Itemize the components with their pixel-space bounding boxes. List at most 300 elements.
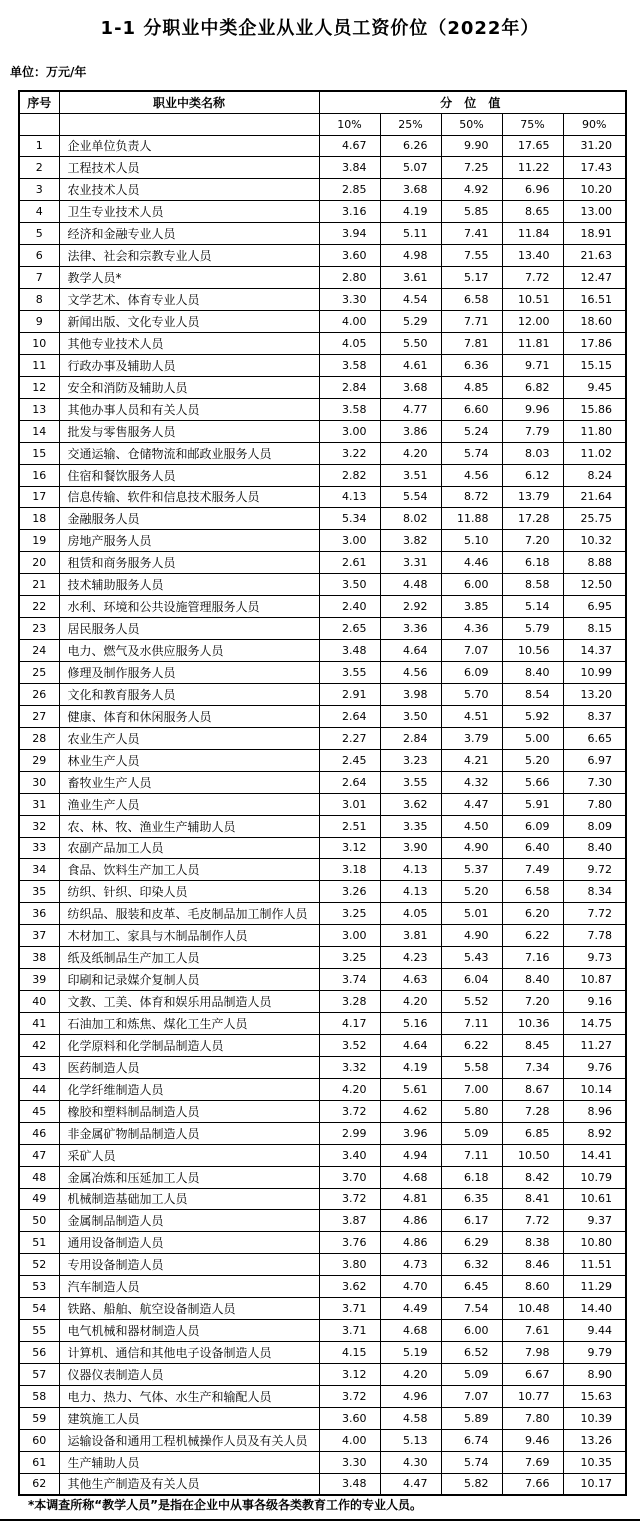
row-percentile-value: 6.00 xyxy=(441,1320,502,1342)
row-percentile-value: 3.26 xyxy=(319,881,380,903)
row-percentile-value: 3.12 xyxy=(319,1364,380,1386)
row-occupation-name: 住宿和餐饮服务人员 xyxy=(59,464,319,486)
row-percentile-value: 17.43 xyxy=(563,157,626,179)
wage-table-body xyxy=(19,135,626,1495)
row-percentile-value: 14.41 xyxy=(563,1144,626,1166)
row-percentile-value: 8.46 xyxy=(502,1254,563,1276)
row-occupation-name: 技术辅助服务人员 xyxy=(59,574,319,596)
row-percentile-value: 3.76 xyxy=(319,1232,380,1254)
row-percentile-value: 4.67 xyxy=(319,135,380,157)
row-percentile-value: 6.00 xyxy=(441,574,502,596)
row-percentile-value: 9.79 xyxy=(563,1342,626,1364)
row-percentile-value: 9.44 xyxy=(563,1320,626,1342)
row-percentile-value: 5.14 xyxy=(502,596,563,618)
row-percentile-value: 10.79 xyxy=(563,1166,626,1188)
table-row xyxy=(19,552,626,574)
row-serial: 58 xyxy=(19,1385,59,1407)
row-serial: 11 xyxy=(19,354,59,376)
table-row xyxy=(19,881,626,903)
table-row xyxy=(19,1166,626,1188)
row-percentile-value: 3.81 xyxy=(380,925,441,947)
bottom-rule xyxy=(0,1519,640,1521)
row-percentile-value: 3.60 xyxy=(319,1407,380,1429)
row-percentile-value: 8.42 xyxy=(502,1166,563,1188)
header-row-2 xyxy=(19,113,626,135)
row-percentile-value: 3.61 xyxy=(380,267,441,289)
row-percentile-value: 4.30 xyxy=(380,1451,441,1473)
row-percentile-value: 18.91 xyxy=(563,223,626,245)
table-row xyxy=(19,640,626,662)
row-occupation-name: 电力、燃气及水供应服务人员 xyxy=(59,640,319,662)
row-percentile-value: 7.28 xyxy=(502,1100,563,1122)
row-percentile-value: 3.62 xyxy=(380,793,441,815)
row-percentile-value: 10.39 xyxy=(563,1407,626,1429)
row-percentile-value: 6.04 xyxy=(441,969,502,991)
row-occupation-name: 农业生产人员 xyxy=(59,727,319,749)
row-percentile-value: 4.90 xyxy=(441,837,502,859)
row-percentile-value: 6.09 xyxy=(441,662,502,684)
row-serial: 3 xyxy=(19,179,59,201)
row-percentile-value: 17.65 xyxy=(502,135,563,157)
row-occupation-name: 石油加工和炼焦、煤化工生产人员 xyxy=(59,1013,319,1035)
row-percentile-value: 8.88 xyxy=(563,552,626,574)
row-percentile-value: 7.71 xyxy=(441,311,502,333)
row-percentile-value: 2.85 xyxy=(319,179,380,201)
row-percentile-value: 5.85 xyxy=(441,201,502,223)
row-percentile-value: 17.28 xyxy=(502,508,563,530)
row-percentile-value: 3.94 xyxy=(319,223,380,245)
row-percentile-value: 3.71 xyxy=(319,1298,380,1320)
row-percentile-value: 3.82 xyxy=(380,530,441,552)
row-percentile-value: 7.11 xyxy=(441,1013,502,1035)
row-serial: 34 xyxy=(19,859,59,881)
header-percentile-90: 90% xyxy=(563,113,626,135)
table-row xyxy=(19,1342,626,1364)
row-percentile-value: 8.65 xyxy=(502,201,563,223)
row-percentile-value: 6.09 xyxy=(502,815,563,837)
row-percentile-value: 3.31 xyxy=(380,552,441,574)
row-percentile-value: 5.07 xyxy=(380,157,441,179)
row-serial: 44 xyxy=(19,1078,59,1100)
row-percentile-value: 7.30 xyxy=(563,771,626,793)
row-percentile-value: 6.85 xyxy=(502,1122,563,1144)
row-percentile-value: 8.96 xyxy=(563,1100,626,1122)
row-occupation-name: 健康、体育和休闲服务人员 xyxy=(59,705,319,727)
row-percentile-value: 7.54 xyxy=(441,1298,502,1320)
row-serial: 9 xyxy=(19,311,59,333)
row-percentile-value: 2.51 xyxy=(319,815,380,837)
row-occupation-name: 其他生产制造及有关人员 xyxy=(59,1473,319,1495)
row-percentile-value: 3.70 xyxy=(319,1166,380,1188)
row-serial: 56 xyxy=(19,1342,59,1364)
row-percentile-value: 11.51 xyxy=(563,1254,626,1276)
row-percentile-value: 3.58 xyxy=(319,354,380,376)
row-occupation-name: 居民服务人员 xyxy=(59,618,319,640)
row-percentile-value: 9.96 xyxy=(502,398,563,420)
row-percentile-value: 5.89 xyxy=(441,1407,502,1429)
row-occupation-name: 食品、饮料生产加工人员 xyxy=(59,859,319,881)
row-percentile-value: 8.37 xyxy=(563,705,626,727)
row-serial: 30 xyxy=(19,771,59,793)
row-percentile-value: 8.40 xyxy=(563,837,626,859)
row-percentile-value: 4.56 xyxy=(380,662,441,684)
row-percentile-value: 2.82 xyxy=(319,464,380,486)
row-percentile-value: 10.32 xyxy=(563,530,626,552)
table-row xyxy=(19,508,626,530)
row-occupation-name: 安全和消防及辅助人员 xyxy=(59,376,319,398)
row-percentile-value: 7.25 xyxy=(441,157,502,179)
row-percentile-value: 5.20 xyxy=(441,881,502,903)
row-percentile-value: 7.20 xyxy=(502,991,563,1013)
row-percentile-value: 7.80 xyxy=(502,1407,563,1429)
row-percentile-value: 13.20 xyxy=(563,683,626,705)
row-occupation-name: 纺织品、服装和皮革、毛皮制品加工制作人员 xyxy=(59,903,319,925)
row-percentile-value: 4.05 xyxy=(319,332,380,354)
row-percentile-value: 5.34 xyxy=(319,508,380,530)
row-percentile-value: 4.15 xyxy=(319,1342,380,1364)
row-serial: 41 xyxy=(19,1013,59,1035)
row-percentile-value: 3.68 xyxy=(380,179,441,201)
row-percentile-value: 7.00 xyxy=(441,1078,502,1100)
row-occupation-name: 纸及纸制品生产加工人员 xyxy=(59,947,319,969)
row-percentile-value: 3.72 xyxy=(319,1100,380,1122)
table-row xyxy=(19,815,626,837)
row-serial: 2 xyxy=(19,157,59,179)
row-percentile-value: 9.76 xyxy=(563,1056,626,1078)
row-percentile-value: 7.11 xyxy=(441,1144,502,1166)
row-occupation-name: 农业技术人员 xyxy=(59,179,319,201)
row-percentile-value: 8.67 xyxy=(502,1078,563,1100)
row-percentile-value: 16.51 xyxy=(563,289,626,311)
row-percentile-value: 3.00 xyxy=(319,925,380,947)
row-percentile-value: 17.86 xyxy=(563,332,626,354)
row-percentile-value: 15.15 xyxy=(563,354,626,376)
table-row xyxy=(19,749,626,771)
row-serial: 15 xyxy=(19,442,59,464)
row-percentile-value: 6.12 xyxy=(502,464,563,486)
row-occupation-name: 文学艺术、体育专业人员 xyxy=(59,289,319,311)
table-row xyxy=(19,991,626,1013)
row-percentile-value: 7.20 xyxy=(502,530,563,552)
row-percentile-value: 4.36 xyxy=(441,618,502,640)
row-percentile-value: 8.40 xyxy=(502,662,563,684)
row-occupation-name: 电力、热力、气体、水生产和输配人员 xyxy=(59,1385,319,1407)
table-row xyxy=(19,289,626,311)
row-percentile-value: 5.70 xyxy=(441,683,502,705)
row-percentile-value: 9.73 xyxy=(563,947,626,969)
header-occupation-empty xyxy=(59,113,319,135)
row-percentile-value: 4.51 xyxy=(441,705,502,727)
row-percentile-value: 8.40 xyxy=(502,969,563,991)
row-percentile-value: 10.20 xyxy=(563,179,626,201)
row-serial: 20 xyxy=(19,552,59,574)
row-percentile-value: 7.80 xyxy=(563,793,626,815)
row-percentile-value: 9.90 xyxy=(441,135,502,157)
row-percentile-value: 3.72 xyxy=(319,1385,380,1407)
row-percentile-value: 7.72 xyxy=(502,267,563,289)
row-percentile-value: 4.00 xyxy=(319,311,380,333)
row-occupation-name: 铁路、船舶、航空设备制造人员 xyxy=(59,1298,319,1320)
row-percentile-value: 5.74 xyxy=(441,442,502,464)
table-row xyxy=(19,398,626,420)
row-percentile-value: 4.81 xyxy=(380,1188,441,1210)
row-percentile-value: 21.63 xyxy=(563,245,626,267)
row-occupation-name: 电气机械和器材制造人员 xyxy=(59,1320,319,1342)
row-percentile-value: 2.80 xyxy=(319,267,380,289)
table-row xyxy=(19,1451,626,1473)
row-percentile-value: 5.09 xyxy=(441,1122,502,1144)
wage-table-header xyxy=(19,91,626,135)
table-row xyxy=(19,1056,626,1078)
row-percentile-value: 2.84 xyxy=(380,727,441,749)
row-percentile-value: 4.19 xyxy=(380,201,441,223)
row-occupation-name: 橡胶和塑料制品制造人员 xyxy=(59,1100,319,1122)
row-occupation-name: 新闻出版、文化专业人员 xyxy=(59,311,319,333)
row-percentile-value: 4.56 xyxy=(441,464,502,486)
row-serial: 32 xyxy=(19,815,59,837)
row-percentile-value: 2.40 xyxy=(319,596,380,618)
row-percentile-value: 10.87 xyxy=(563,969,626,991)
row-percentile-value: 4.46 xyxy=(441,552,502,574)
row-percentile-value: 3.86 xyxy=(380,420,441,442)
header-percentile-group: 分 位 值 xyxy=(319,91,626,113)
row-percentile-value: 6.36 xyxy=(441,354,502,376)
row-percentile-value: 5.66 xyxy=(502,771,563,793)
row-percentile-value: 4.94 xyxy=(380,1144,441,1166)
row-percentile-value: 6.74 xyxy=(441,1429,502,1451)
table-row xyxy=(19,793,626,815)
row-percentile-value: 2.64 xyxy=(319,705,380,727)
row-percentile-value: 3.60 xyxy=(319,245,380,267)
row-percentile-value: 2.45 xyxy=(319,749,380,771)
row-serial: 55 xyxy=(19,1320,59,1342)
row-percentile-value: 5.50 xyxy=(380,332,441,354)
row-percentile-value: 3.90 xyxy=(380,837,441,859)
row-percentile-value: 8.24 xyxy=(563,464,626,486)
header-percentile-50: 50% xyxy=(441,113,502,135)
row-serial: 27 xyxy=(19,705,59,727)
row-serial: 54 xyxy=(19,1298,59,1320)
row-percentile-value: 3.30 xyxy=(319,1451,380,1473)
row-percentile-value: 5.17 xyxy=(441,267,502,289)
row-percentile-value: 3.12 xyxy=(319,837,380,859)
row-percentile-value: 6.40 xyxy=(502,837,563,859)
row-occupation-name: 畜牧业生产人员 xyxy=(59,771,319,793)
row-percentile-value: 3.40 xyxy=(319,1144,380,1166)
row-percentile-value: 3.50 xyxy=(319,574,380,596)
row-percentile-value: 31.20 xyxy=(563,135,626,157)
table-row xyxy=(19,376,626,398)
row-percentile-value: 5.09 xyxy=(441,1364,502,1386)
row-percentile-value: 5.92 xyxy=(502,705,563,727)
table-row xyxy=(19,903,626,925)
row-percentile-value: 4.20 xyxy=(319,1078,380,1100)
table-row xyxy=(19,1320,626,1342)
table-row xyxy=(19,1100,626,1122)
table-row xyxy=(19,1144,626,1166)
row-percentile-value: 6.20 xyxy=(502,903,563,925)
row-percentile-value: 6.32 xyxy=(441,1254,502,1276)
row-occupation-name: 租赁和商务服务人员 xyxy=(59,552,319,574)
table-row xyxy=(19,618,626,640)
row-percentile-value: 6.22 xyxy=(441,1034,502,1056)
row-percentile-value: 4.86 xyxy=(380,1232,441,1254)
row-percentile-value: 5.43 xyxy=(441,947,502,969)
row-percentile-value: 6.60 xyxy=(441,398,502,420)
row-percentile-value: 4.68 xyxy=(380,1320,441,1342)
footnote: *本调查所称“教学人员”是指在企业中从事各级各类教育工作的专业人员。 xyxy=(28,1498,423,1512)
row-occupation-name: 仪器仪表制造人员 xyxy=(59,1364,319,1386)
row-occupation-name: 纺织、针织、印染人员 xyxy=(59,881,319,903)
table-row xyxy=(19,1210,626,1232)
row-serial: 10 xyxy=(19,332,59,354)
table-row xyxy=(19,1232,626,1254)
wage-table xyxy=(18,90,627,1496)
row-occupation-name: 木材加工、家具与木制品制作人员 xyxy=(59,925,319,947)
row-percentile-value: 3.22 xyxy=(319,442,380,464)
row-serial: 12 xyxy=(19,376,59,398)
row-percentile-value: 2.65 xyxy=(319,618,380,640)
row-percentile-value: 7.41 xyxy=(441,223,502,245)
row-percentile-value: 8.41 xyxy=(502,1188,563,1210)
row-percentile-value: 4.13 xyxy=(380,859,441,881)
table-row xyxy=(19,727,626,749)
table-row xyxy=(19,1254,626,1276)
row-serial: 57 xyxy=(19,1364,59,1386)
row-percentile-value: 3.96 xyxy=(380,1122,441,1144)
row-occupation-name: 金属制品制造人员 xyxy=(59,1210,319,1232)
row-percentile-value: 6.18 xyxy=(441,1166,502,1188)
row-percentile-value: 7.81 xyxy=(441,332,502,354)
row-serial: 40 xyxy=(19,991,59,1013)
row-occupation-name: 教学人员* xyxy=(59,267,319,289)
row-serial: 24 xyxy=(19,640,59,662)
row-percentile-value: 3.23 xyxy=(380,749,441,771)
row-percentile-value: 4.32 xyxy=(441,771,502,793)
row-percentile-value: 7.07 xyxy=(441,640,502,662)
row-percentile-value: 3.35 xyxy=(380,815,441,837)
row-percentile-value: 13.00 xyxy=(563,201,626,223)
table-row xyxy=(19,969,626,991)
row-occupation-name: 房地产服务人员 xyxy=(59,530,319,552)
row-percentile-value: 11.81 xyxy=(502,332,563,354)
row-percentile-value: 3.48 xyxy=(319,640,380,662)
row-percentile-value: 3.25 xyxy=(319,903,380,925)
row-percentile-value: 3.28 xyxy=(319,991,380,1013)
table-row xyxy=(19,705,626,727)
row-percentile-value: 4.20 xyxy=(380,991,441,1013)
row-percentile-value: 15.63 xyxy=(563,1385,626,1407)
row-percentile-value: 4.54 xyxy=(380,289,441,311)
header-percentile-75: 75% xyxy=(502,113,563,135)
row-percentile-value: 11.29 xyxy=(563,1276,626,1298)
row-percentile-value: 6.18 xyxy=(502,552,563,574)
row-serial: 51 xyxy=(19,1232,59,1254)
row-serial: 6 xyxy=(19,245,59,267)
row-percentile-value: 7.72 xyxy=(563,903,626,925)
row-percentile-value: 10.51 xyxy=(502,289,563,311)
row-percentile-value: 7.72 xyxy=(502,1210,563,1232)
table-row xyxy=(19,135,626,157)
row-occupation-name: 工程技术人员 xyxy=(59,157,319,179)
row-percentile-value: 4.20 xyxy=(380,1364,441,1386)
row-percentile-value: 5.80 xyxy=(441,1100,502,1122)
row-percentile-value: 7.78 xyxy=(563,925,626,947)
row-serial: 62 xyxy=(19,1473,59,1495)
row-percentile-value: 5.16 xyxy=(380,1013,441,1035)
row-percentile-value: 8.92 xyxy=(563,1122,626,1144)
row-percentile-value: 3.84 xyxy=(319,157,380,179)
row-percentile-value: 3.55 xyxy=(380,771,441,793)
row-percentile-value: 6.22 xyxy=(502,925,563,947)
row-serial: 59 xyxy=(19,1407,59,1429)
row-occupation-name: 通用设备制造人员 xyxy=(59,1232,319,1254)
row-occupation-name: 文教、工美、体育和娱乐用品制造人员 xyxy=(59,991,319,1013)
row-occupation-name: 生产辅助人员 xyxy=(59,1451,319,1473)
row-serial: 18 xyxy=(19,508,59,530)
row-percentile-value: 2.99 xyxy=(319,1122,380,1144)
table-row xyxy=(19,1034,626,1056)
table-row xyxy=(19,925,626,947)
row-percentile-value: 3.68 xyxy=(380,376,441,398)
table-row xyxy=(19,574,626,596)
row-percentile-value: 2.92 xyxy=(380,596,441,618)
header-occupation: 职业中类名称 xyxy=(59,91,319,113)
row-serial: 39 xyxy=(19,969,59,991)
row-percentile-value: 4.13 xyxy=(380,881,441,903)
row-percentile-value: 6.67 xyxy=(502,1364,563,1386)
table-row xyxy=(19,1473,626,1495)
row-percentile-value: 3.32 xyxy=(319,1056,380,1078)
row-percentile-value: 3.71 xyxy=(319,1320,380,1342)
row-percentile-value: 5.58 xyxy=(441,1056,502,1078)
row-percentile-value: 2.64 xyxy=(319,771,380,793)
table-row xyxy=(19,157,626,179)
row-percentile-value: 4.68 xyxy=(380,1166,441,1188)
row-percentile-value: 10.61 xyxy=(563,1188,626,1210)
row-occupation-name: 化学纤维制造人员 xyxy=(59,1078,319,1100)
row-occupation-name: 文化和教育服务人员 xyxy=(59,683,319,705)
row-percentile-value: 11.02 xyxy=(563,442,626,464)
header-row-1 xyxy=(19,91,626,113)
row-serial: 13 xyxy=(19,398,59,420)
row-percentile-value: 4.05 xyxy=(380,903,441,925)
row-percentile-value: 4.21 xyxy=(441,749,502,771)
header-percentile-10: 10% xyxy=(319,113,380,135)
row-percentile-value: 2.27 xyxy=(319,727,380,749)
row-serial: 49 xyxy=(19,1188,59,1210)
row-percentile-value: 4.47 xyxy=(380,1473,441,1495)
row-percentile-value: 2.91 xyxy=(319,683,380,705)
row-percentile-value: 6.58 xyxy=(502,881,563,903)
table-row xyxy=(19,771,626,793)
row-percentile-value: 3.25 xyxy=(319,947,380,969)
row-percentile-value: 10.35 xyxy=(563,1451,626,1473)
row-percentile-value: 6.52 xyxy=(441,1342,502,1364)
row-percentile-value: 3.80 xyxy=(319,1254,380,1276)
row-percentile-value: 3.01 xyxy=(319,793,380,815)
row-percentile-value: 5.01 xyxy=(441,903,502,925)
table-row xyxy=(19,245,626,267)
row-percentile-value: 3.51 xyxy=(380,464,441,486)
row-serial: 17 xyxy=(19,486,59,508)
row-percentile-value: 8.72 xyxy=(441,486,502,508)
row-percentile-value: 7.98 xyxy=(502,1342,563,1364)
row-percentile-value: 4.17 xyxy=(319,1013,380,1035)
row-percentile-value: 6.58 xyxy=(441,289,502,311)
row-occupation-name: 其他专业技术人员 xyxy=(59,332,319,354)
row-percentile-value: 3.18 xyxy=(319,859,380,881)
